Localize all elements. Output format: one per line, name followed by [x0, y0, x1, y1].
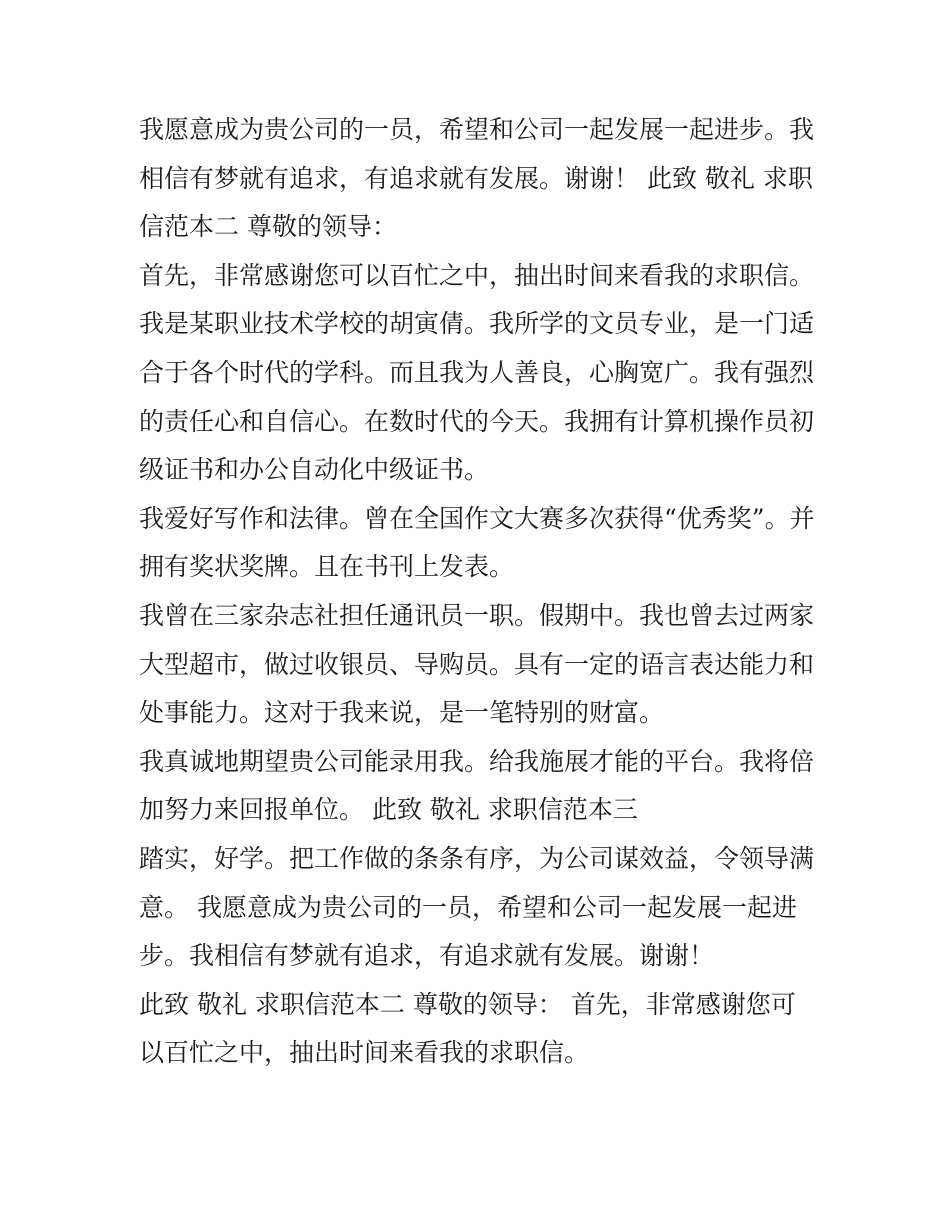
- text-line: 此致 敬礼 求职信范本二 尊敬的领导： 首先，非常感谢您可: [139, 989, 796, 1019]
- text-line: 合于各个时代的学科。而且我为人善良，心胸宽广。我有强烈: [139, 357, 815, 387]
- text-line: 我愿意成为贵公司的一员，希望和公司一起发展一起进步。我: [139, 115, 815, 144]
- text-line: 拥有奖状奖牌。且在书刊上发表。: [139, 552, 515, 582]
- text-line: 级证书和办公自动化中级证书。: [139, 455, 490, 485]
- text-line: 加努力来回报单位。 此致 敬礼 求职信范本三: [139, 795, 638, 825]
- letter-body: [139, 106, 829, 1078]
- text-line: 步。我相信有梦就有追求，有追求就有发展。谢谢！: [139, 941, 715, 971]
- text-line: 大型超市，做过收银员、导购员。具有一定的语言表达能力和: [139, 649, 815, 679]
- text-line: 我爱好写作和法律。曾在全国作文大赛多次获得“优秀奖”。并: [139, 503, 815, 533]
- text-line: 的责任心和自信心。在数时代的今天。我拥有计算机操作员初: [139, 406, 815, 436]
- text-line: 相信有梦就有追求，有追求就有发展。谢谢！ 此致 敬礼 求职: [139, 163, 813, 193]
- text-line: 踏实，好学。把工作做的条条有序，为公司谋效益，令领导满: [139, 843, 815, 873]
- text-line: 信范本二 尊敬的领导：: [139, 212, 397, 242]
- text-line: 我是某职业技术学校的胡寅倩。我所学的文员专业，是一门适: [139, 309, 815, 339]
- text-line: 以百忙之中，抽出时间来看我的求职信。: [139, 1038, 590, 1068]
- text-line: 我真诚地期望贵公司能录用我。给我施展才能的平台。我将倍: [139, 746, 815, 776]
- text-line: 处事能力。这对于我来说，是一笔特别的财富。: [139, 698, 665, 728]
- text-line: 首先，非常感谢您可以百忙之中，抽出时间来看我的求职信。: [139, 260, 815, 290]
- text-line: 我曾在三家杂志社担任通讯员一职。假期中。我也曾去过两家: [139, 600, 815, 630]
- text-line: 意。 我愿意成为贵公司的一员，希望和公司一起发展一起进: [139, 892, 797, 922]
